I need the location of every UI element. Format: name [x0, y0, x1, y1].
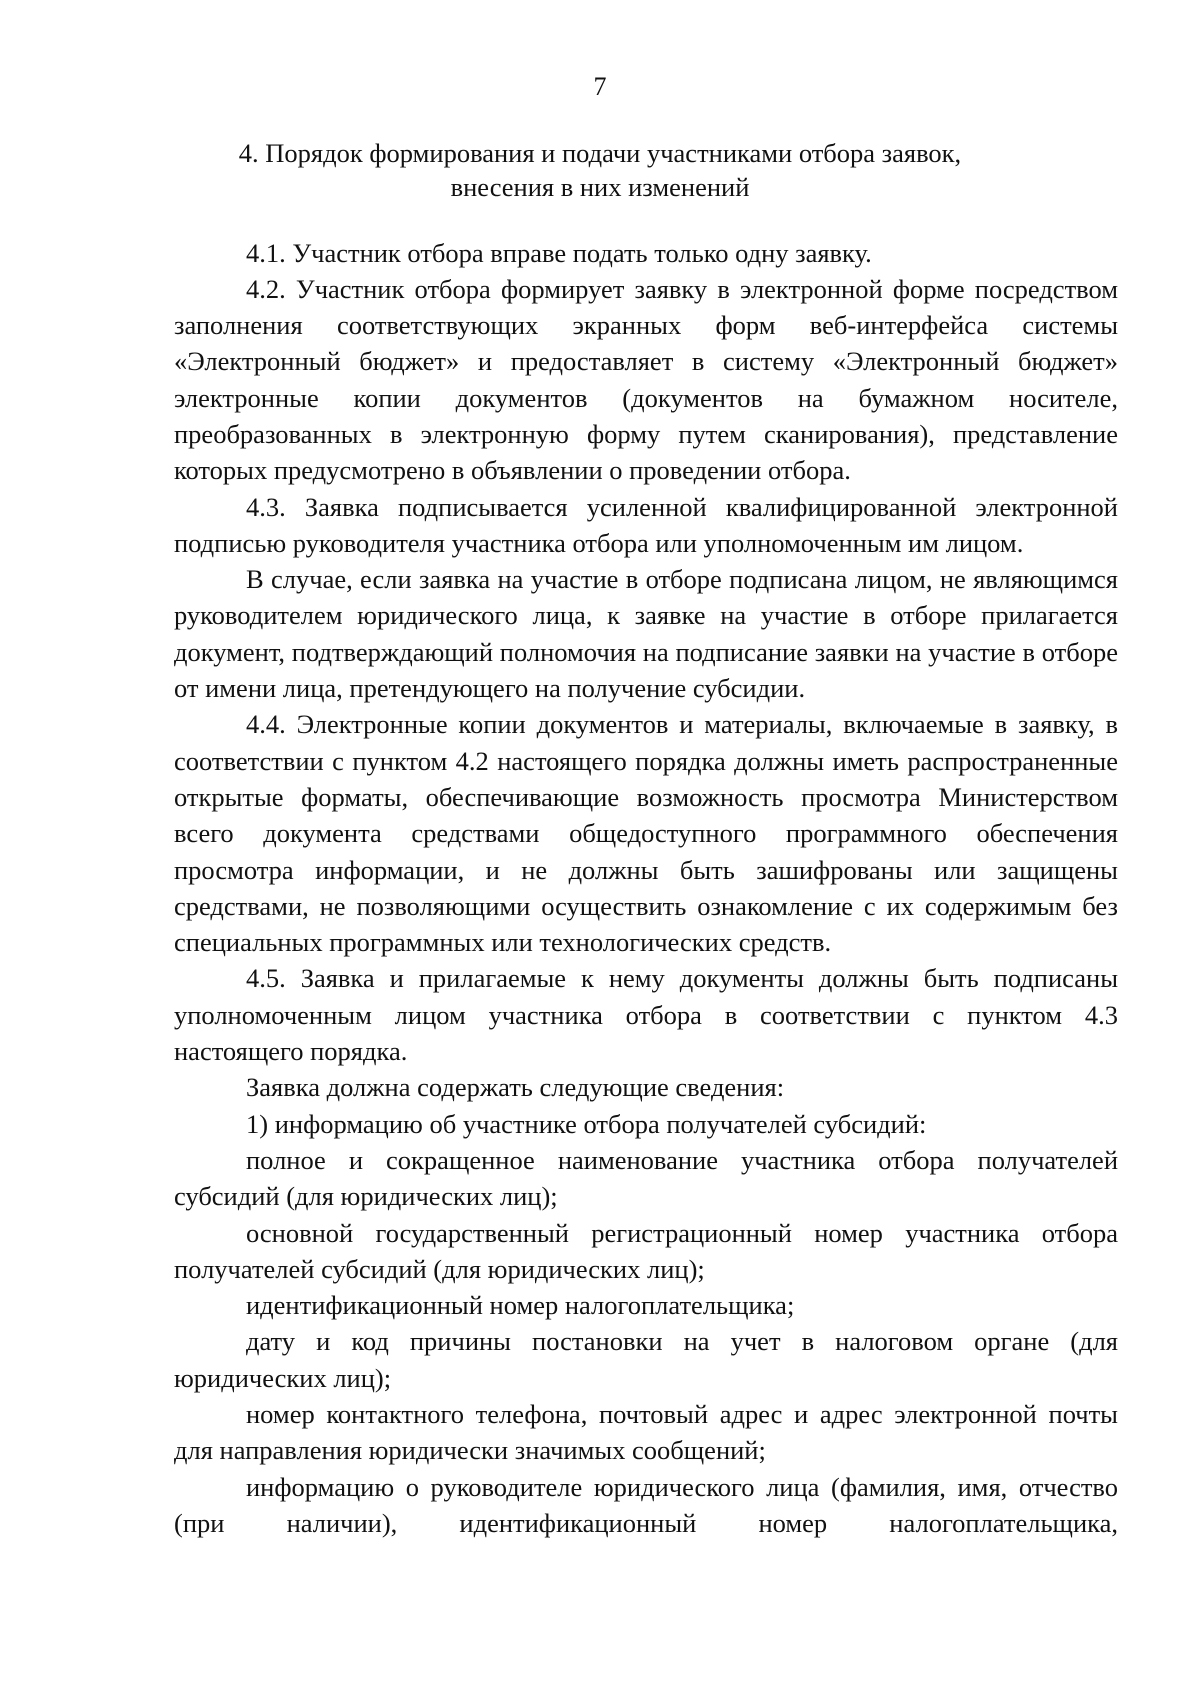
section-title [0, 136, 1200, 204]
list-subitem-kpp: дату и код причины постановки на учет в налоговом органе (для юридических лиц); [174, 1326, 1118, 1393]
list-subitem-ogrn: основной государственный регистрационный номер участника отбора получателей субсидий (для юридических лиц); [174, 1217, 1118, 1284]
paragraph-4-1: 4.1. Участник отбора вправе подать только одну заявку. [246, 237, 872, 268]
paragraph-4-5: 4.5. Заявка и прилагаемые к нему документы должны быть подписаны уполномоченным лицом участника отбора в соответствии с пунктом 4.3 настоящего порядка. [174, 963, 1118, 1067]
paragraph-signature-proxy: В случае, если заявка на участие в отборе подписана лицом, не являющимся руководителем юридического лица, к заявке на участие в отборе прилагается документ, подтверждающий полномочия на подписание заявки на участие в отборе от имени лица, претендующего на получение субсидии. [174, 564, 1118, 704]
list-subitem-name: полное и сокращенное наименование участника отбора получателей субсидий (для юридических лиц); [174, 1144, 1118, 1212]
paragraph-4-2: 4.2. Участник отбора формирует заявку в электронной форме посредством заполнения соответствующих экранных форм веб-интерфейса системы «Электронный бюджет» и предоставляет в систему «Электронный бюджет» электронные копии документов (документов на бумажном носителе, преобразованных в электронную форму путем сканирования), представление которых предусмотрено в объявлении о проведении отбора. [174, 273, 1118, 486]
section-title-line-1: 4. Порядок формирования и подачи участниками отбора заявок, [238, 138, 962, 168]
paragraph-required-info: Заявка должна содержать следующие сведения: [246, 1072, 785, 1103]
document-body [174, 235, 1118, 1542]
list-item-1: 1) информацию об участнике отбора получателей субсидий: [246, 1108, 927, 1139]
section-title-line-2: внесения в них изменений [450, 172, 750, 202]
list-subitem-director: информацию о руководителе юридического лица (фамилия, имя, отчество (при наличии), идентификационный номер налогоплательщика, [174, 1471, 1118, 1538]
paragraph-4-4: 4.4. Электронные копии документов и материалы, включаемые в заявку, в соответствии с пунктом 4.2 настоящего порядка должны иметь распространенные открытые форматы, обеспечивающие возможность просмотра Министерством всего документа средствами общедоступного программного обеспечения просмотра информации, и не должны быть зашифрованы или защищены средствами, не позволяющими осуществить ознакомление с их содержимым без специальных программных или технологических средств. [174, 709, 1118, 958]
paragraph-4-3: 4.3. Заявка подписывается усиленной квалифицированной электронной подписью руководителя участника отбора или уполномоченным им лицом. [174, 491, 1118, 558]
list-subitem-contacts: номер контактного телефона, почтовый адрес и адрес электронной почты для направления юридически значимых сообщений; [174, 1399, 1118, 1466]
list-subitem-inn: идентификационный номер налогоплательщика; [246, 1290, 795, 1321]
page-number: 7 [593, 72, 607, 101]
